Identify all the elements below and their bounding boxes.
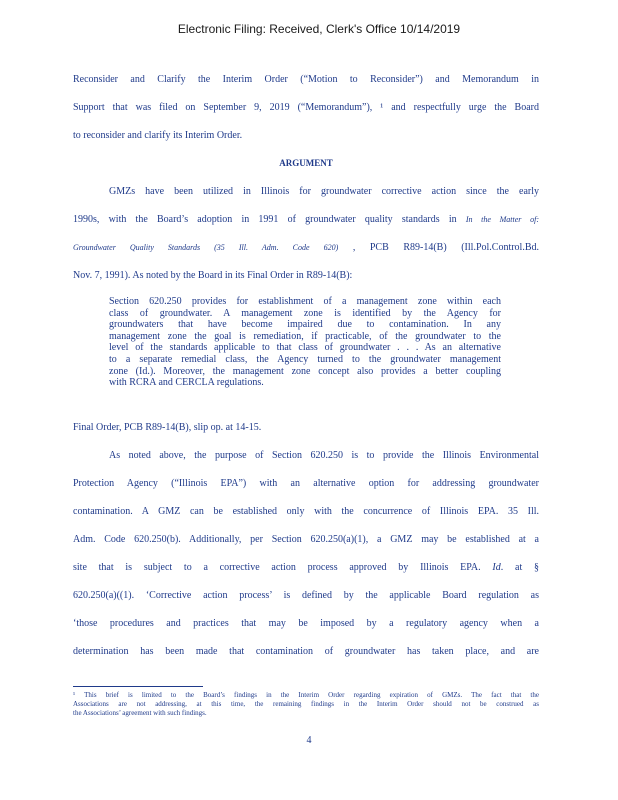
quote-line: Section 620.250 provides for establishment of a management zone within each <box>109 296 501 307</box>
final-order-citation: Final Order, PCB R89-14(B), slip op. at 14-15. <box>73 422 262 433</box>
block-quote <box>109 296 501 389</box>
quote-line: to a separate remedial class, the Agency turned to the groundwater management <box>109 353 501 365</box>
para3-line5 <box>73 562 539 574</box>
para1-line3: to reconsider and clarify its Interim Order. <box>73 130 243 141</box>
para1-line2: Support that was filed on September 9, 2019 (“Memorandum”), ¹ and respectfully urge the Board <box>73 102 539 113</box>
footnote <box>73 691 539 718</box>
para3-line4: Adm. Code 620.250(b). Additionally, per Section 620.250(a)(1), a GMZ may be established at a <box>73 534 539 545</box>
quote-line: class of groundwater. A management zone is identified by the Agency for <box>109 307 501 319</box>
para3-line2: Protection Agency (“Illinois EPA”) with an alternative option for addressing groundwater <box>73 478 539 489</box>
para3-line5-id: Id. at § <box>492 562 540 573</box>
para3-line3: contamination. A GMZ can be established only with the concurrence of Illinois EPA. 35 Ill. <box>73 506 539 517</box>
page-number: 4 <box>306 735 312 746</box>
para2-line2-text: 1990s, with the Board’s adoption in 1991 of groundwater quality standards in <box>73 214 457 225</box>
argument-heading: ARGUMENT <box>279 158 333 168</box>
quote-line: level of the standards applicable to that class of groundwater . . . As an alternative <box>109 342 501 354</box>
para2-line1: GMZs have been utilized in Illinois for groundwater corrective action since the early <box>109 186 539 197</box>
para3-line8: determination has been made that contamination of groundwater has taken place, and are <box>73 646 539 657</box>
case-title-part2: Groundwater Quality Standards (35 Ill. Adm. Code 620) <box>73 243 339 252</box>
quote-line: management zone the goal is remediation, if practicable, of the groundwater to the <box>109 330 501 342</box>
footnote-line: ¹ This brief is limited to the Board’s findings in the Interim Order regarding expiration of GMZs. The fact that the <box>73 691 539 699</box>
footnote-line: the Associations’ agreement with such findings. <box>73 709 207 717</box>
para2-line3 <box>73 242 539 254</box>
case-title-part1: In the Matter of: <box>465 215 539 224</box>
para3-line1: As noted above, the purpose of Section 620.250 is to provide the Illinois Environmental <box>109 450 539 461</box>
para1-line1: Reconsider and Clarify the Interim Order (“Motion to Reconsider”) and Memorandum in <box>73 74 539 85</box>
footnote-line: Associations are not addressing, at this time, the remaining findings in the Interim Order should not be construed as <box>73 700 539 708</box>
footnote-divider <box>73 686 203 687</box>
para2-line2 <box>73 214 539 226</box>
quote-line: with RCRA and CERCLA regulations. <box>109 377 264 389</box>
para3-line5-text: site that is subject to a corrective action process approved by Illinois EPA. <box>73 562 481 573</box>
quote-line: groundwaters that have become impaired due to contamination. In any <box>109 319 501 331</box>
para2-line3-text: , PCB R89-14(B) (Ill.Pol.Control.Bd. <box>352 242 540 253</box>
quote-line: zone (Id.). Moreover, the management zone concept also provides a better coupling <box>109 365 501 377</box>
para3-line7: ‘those procedures and practices that may be imposed by a regulatory agency when a <box>73 618 539 629</box>
para2-line4: Nov. 7, 1991). As noted by the Board in its Final Order in R89-14(B): <box>73 270 353 281</box>
para3-line6: 620.250(a)((1). ‘Corrective action process’ is defined by the applicable Board regulation as <box>73 590 539 601</box>
electronic-filing-header: Electronic Filing: Received, Clerk's Office 10/14/2019 <box>177 22 461 36</box>
